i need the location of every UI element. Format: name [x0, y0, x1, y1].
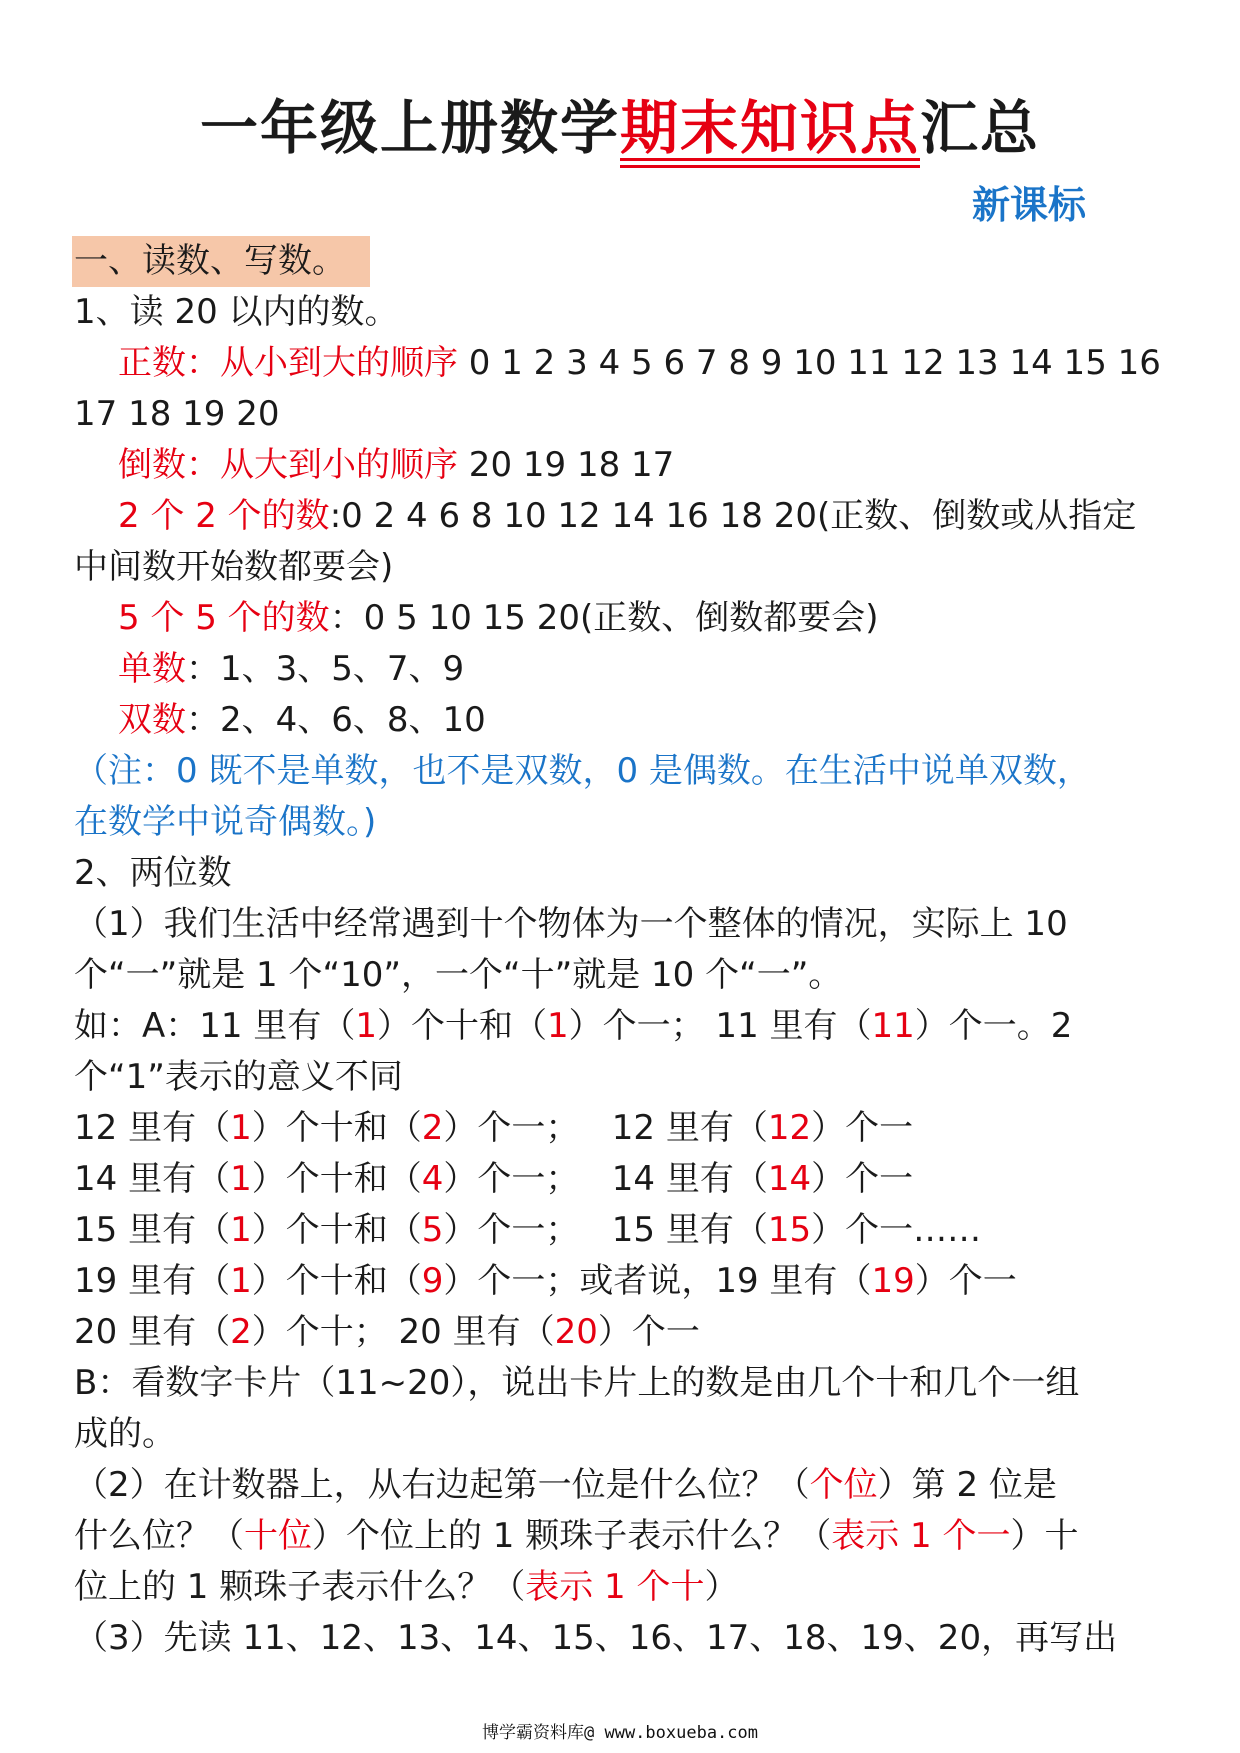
count-by-five-values: ：0 5 10 15 20(正数、倒数都要会) [329, 598, 879, 638]
count-forward-values: 0 1 2 3 4 5 6 7 8 9 10 11 12 13 14 15 16 [458, 343, 1161, 383]
count-by-five-label: 5 个 5 个的数 [118, 598, 330, 638]
answer: 十位 [244, 1516, 312, 1556]
example-a-line-2: 个“1”表示的意义不同 [74, 1057, 403, 1097]
answer: 2 [230, 1312, 252, 1352]
row-number: 15 [611, 1210, 656, 1250]
answer: 表示 1 个一 [831, 1516, 1011, 1556]
answer: 1 [230, 1210, 252, 1250]
row-tail: ）个一 [811, 1108, 914, 1148]
answer: 2 [421, 1108, 444, 1148]
row-text: ）个十； 20 里有（ [251, 1312, 555, 1352]
answer: 1 [355, 1006, 377, 1046]
row-text: 20 里有（ [74, 1312, 231, 1352]
answer: 5 [421, 1210, 444, 1250]
p2-text: ）十 [1010, 1516, 1079, 1556]
paragraph-3-line-1: （3）先读 11、12、13、14、15、16、17、18、19、20，再写出 [74, 1618, 1118, 1658]
row-20 [74, 1307, 1174, 1358]
answer: 4 [421, 1159, 444, 1199]
row-tail: ）个一 [914, 1261, 1017, 1301]
tens-ones-row: 15 里有（1）个十和（5）个一； 15 里有（15）个一…… [74, 1210, 982, 1250]
answer: 个位 [809, 1465, 878, 1505]
note-line-2: 在数学中说奇偶数。) [74, 802, 377, 842]
count-backward-values: 20 19 18 17 [458, 445, 675, 485]
count-by-two-line [74, 491, 1174, 542]
note-line-1: （注：0 既不是单数，也不是双数，0 是偶数。在生活中说单双数， [74, 751, 1091, 791]
answer: 9 [421, 1261, 444, 1301]
row-text: ）个一；或者说，19 里有（ [443, 1261, 872, 1301]
row-tail: ）个一 [811, 1159, 914, 1199]
odd-label: 单数 [118, 649, 186, 689]
answer: 19 [871, 1261, 915, 1301]
example-a-line [74, 1001, 1174, 1052]
row-number: 15 [74, 1210, 118, 1250]
odd-line [74, 644, 1174, 695]
example-b-line-1: B：看数字卡片（11~20），说出卡片上的数是由几个十和几个一组 [74, 1363, 1080, 1403]
title-part-1: 一年级上册数学 [199, 94, 620, 162]
row-number: 14 [611, 1159, 656, 1199]
row-tail: ）个一…… [811, 1210, 982, 1250]
tens-ones-row: 12 里有（1）个十和（2）个一； 12 里有（12）个一 [74, 1108, 914, 1148]
even-label: 双数 [118, 700, 186, 740]
even-line [74, 695, 1174, 746]
answer: 20 [554, 1312, 598, 1352]
row-tail: ）个一 [597, 1312, 700, 1352]
count-by-two-label: 2 个 2 个的数 [118, 496, 330, 536]
count-by-two-values-cont: 中间数开始数都要会) [74, 547, 394, 587]
count-by-five-line [74, 593, 1174, 644]
p2-text: 位上的 1 颗珠子表示什么？（ [74, 1567, 526, 1607]
even-values: ：2、4、6、8、10 [186, 700, 486, 740]
content-body [74, 236, 1174, 1664]
example-a-suffix: ）个一。2 [914, 1006, 1073, 1046]
answer: 1 [546, 1006, 569, 1046]
answer: 表示 1 个十 [525, 1567, 705, 1607]
answer: 15 [767, 1210, 812, 1250]
odd-values: ：1、3、5、7、9 [186, 649, 465, 689]
curriculum-label: 新课标 [972, 183, 1087, 227]
answer: 12 [767, 1108, 812, 1148]
item-1-heading: 1、读 20 以内的数。 [74, 292, 399, 332]
answer: 11 [871, 1006, 915, 1046]
page-title [0, 92, 1240, 164]
example-a-text: ）个十和（ [376, 1006, 547, 1046]
answer: 1 [230, 1159, 252, 1199]
p2-text: ） [704, 1567, 739, 1607]
row-text: 19 里有（ [74, 1261, 231, 1301]
count-forward-values-cont: 17 18 19 20 [74, 394, 280, 434]
count-forward-label: 正数：从小到大的顺序 [118, 343, 458, 383]
answer: 1 [230, 1261, 252, 1301]
paragraph-2-line-2 [74, 1511, 1174, 1562]
paragraph-2-line-3 [74, 1562, 1174, 1613]
p2-text: ）个位上的 1 颗珠子表示什么？（ [312, 1516, 832, 1556]
row-text: ）个十和（ [251, 1261, 422, 1301]
row-number: 14 [74, 1159, 118, 1199]
count-by-two-values: :0 2 4 6 8 10 12 14 16 18 20(正数、倒数或从指定 [329, 496, 1137, 536]
item-2-heading: 2、两位数 [74, 853, 232, 893]
count-forward-line [74, 338, 1174, 389]
title-highlight: 期末知识点 [619, 94, 920, 162]
section-heading: 一、读数、写数。 [72, 236, 370, 287]
paragraph-2-line-1 [74, 1460, 1174, 1511]
count-backward-label: 倒数：从大到小的顺序 [118, 445, 458, 485]
answer: 1 [230, 1108, 252, 1148]
title-part-3: 汇总 [920, 94, 1041, 162]
example-b-line-2: 成的。 [74, 1414, 176, 1454]
p2-text: （2）在计数器上，从右边起第一位是什么位？（ [74, 1465, 810, 1505]
count-backward-line [74, 440, 1174, 491]
row-number: 12 [74, 1108, 118, 1148]
answer: 14 [767, 1159, 812, 1199]
p2-text: ）第 2 位是 [877, 1465, 1057, 1505]
row-number: 12 [611, 1108, 656, 1148]
footer-watermark: 博学霸资料库@ www.boxueba.com [482, 1723, 758, 1743]
p2-text: 什么位？（ [74, 1516, 244, 1556]
paragraph-1-line-2: 个“一”就是 1 个“10”，一个“十”就是 10 个“一”。 [74, 955, 843, 995]
example-a-text: ）个一； 11 里有（ [568, 1006, 872, 1046]
row-19 [74, 1256, 1174, 1307]
tens-ones-row: 14 里有（1）个十和（4）个一； 14 里有（14）个一 [74, 1159, 914, 1199]
paragraph-1-line-1: （1）我们生活中经常遇到十个物体为一个整体的情况，实际上 10 [74, 904, 1068, 944]
example-a-prefix: 如：A：11 里有（ [74, 1006, 356, 1046]
